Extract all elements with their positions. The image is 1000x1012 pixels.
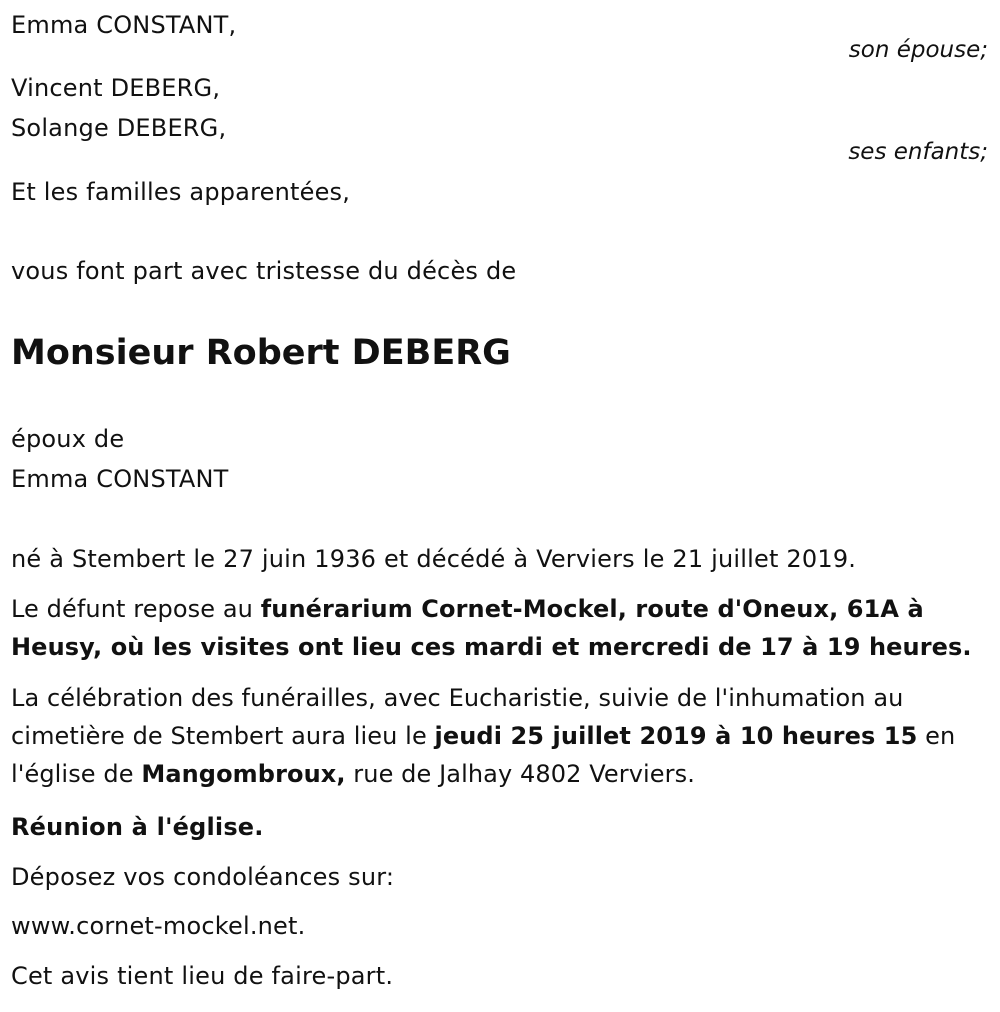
- announcement-intro: vous font part avec tristesse du décès de: [11, 257, 517, 285]
- ceremony-text-3: rue de Jalhay 4802 Verviers.: [345, 760, 695, 788]
- ceremony-date: jeudi 25 juillet 2019 à 10 heures 15: [434, 722, 918, 750]
- rest-paragraph: [11, 590, 991, 666]
- children-role: ses enfants;: [848, 139, 988, 165]
- child-name-1: Vincent DEBERG,: [11, 74, 221, 102]
- deceased-name: Monsieur Robert DEBERG: [11, 333, 511, 373]
- meeting-line: Réunion à l'église.: [11, 813, 264, 841]
- church-name: Mangombroux,: [141, 760, 346, 788]
- ceremony-text-1: La célébration des funérailles, avec Eucharistie, suivie de l'inhumation au cimetière de Stembert aura lieu le: [11, 684, 904, 750]
- spouse-of-name: Emma CONSTANT: [11, 465, 229, 493]
- condolences-label: Déposez vos condoléances sur:: [11, 863, 395, 891]
- website-link[interactable]: www.cornet-mockel.net.: [11, 912, 306, 940]
- spouse-role: son épouse;: [848, 37, 988, 63]
- birth-death-line: né à Stembert le 27 juin 1936 et décédé à Verviers le 21 juillet 2019.: [11, 545, 857, 573]
- spouse-of-label: époux de: [11, 425, 125, 453]
- relatives-line: Et les familles apparentées,: [11, 178, 351, 206]
- rest-prefix: Le défunt repose au: [11, 595, 261, 623]
- spouse-name: Emma CONSTANT,: [11, 11, 237, 39]
- funeral-home-details: funérarium Cornet-Mockel, route d'Oneux, 61A à Heusy, où les visites ont lieu ces mardi et mercredi de 17 à 19 heures.: [11, 595, 972, 661]
- notice-line: Cet avis tient lieu de faire-part.: [11, 962, 394, 990]
- ceremony-paragraph: [11, 679, 991, 793]
- ceremony-text-2: en l'église de: [11, 722, 956, 788]
- child-name-2: Solange DEBERG,: [11, 114, 227, 142]
